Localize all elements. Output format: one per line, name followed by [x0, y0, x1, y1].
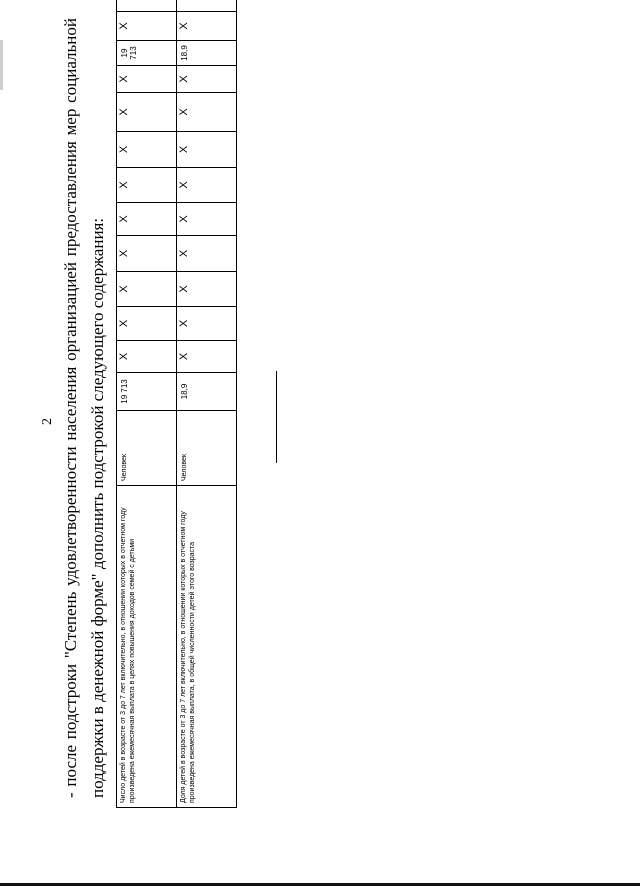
- value-cell: X: [177, 66, 237, 93]
- value-cell: X: [177, 93, 237, 132]
- unit-cell: Человек: [177, 411, 237, 486]
- table-row: [117, 0, 177, 808]
- value-cell: X: [117, 341, 177, 373]
- value-cell: X: [177, 132, 237, 168]
- intro-text-line-1: - после подстроки "Степень удовлетворенности населения организацией предоставления мер социальной: [61, 18, 80, 798]
- value-cell: X: [117, 168, 177, 203]
- value-cell: X: [177, 307, 237, 341]
- page-number: 2: [40, 418, 55, 425]
- value-cell: X: [117, 236, 177, 272]
- value-cell: X: [117, 132, 177, 168]
- value-cell: 18,9: [177, 373, 237, 411]
- value-cell: X: [177, 236, 237, 272]
- value-cell: X: [117, 307, 177, 341]
- value-cell: X: [177, 203, 237, 236]
- value-cell: X: [177, 341, 237, 373]
- value-cell: [177, 0, 237, 12]
- indicator-name: Число детей в возрасте от 3 до 7 лет включительно, в отношении которых в отчетном году произведена ежемесячная выплата в целях повышения доходов семей с детьми: [117, 486, 177, 808]
- indicator-name: Доля детей в возрасте от 3 до 7 лет включительно, в отношении которых в отчетном году произведена ежемесячная выплата, в общей численности детей этого возраста: [177, 486, 237, 808]
- intro-text-line-2: поддержки в денежной форме" дополнить подстрокой следующего содержания:: [88, 217, 107, 798]
- unit-cell: Человек: [117, 411, 177, 486]
- value-cell: X: [117, 12, 177, 41]
- separator-line: [276, 371, 277, 463]
- value-cell: 18,9: [177, 41, 237, 66]
- value-cell: X: [177, 12, 237, 41]
- value-cell: X: [117, 93, 177, 132]
- value-cell: X: [117, 272, 177, 307]
- value-cell: 19 713: [117, 41, 177, 66]
- value-cell: X: [177, 168, 237, 203]
- value-cell: [117, 0, 177, 12]
- table-row: [177, 0, 237, 808]
- value-cell: X: [117, 66, 177, 93]
- indicator-table: [116, 0, 237, 808]
- value-cell: X: [177, 272, 237, 307]
- value-cell: X: [117, 203, 177, 236]
- value-cell: 19 713: [117, 373, 177, 411]
